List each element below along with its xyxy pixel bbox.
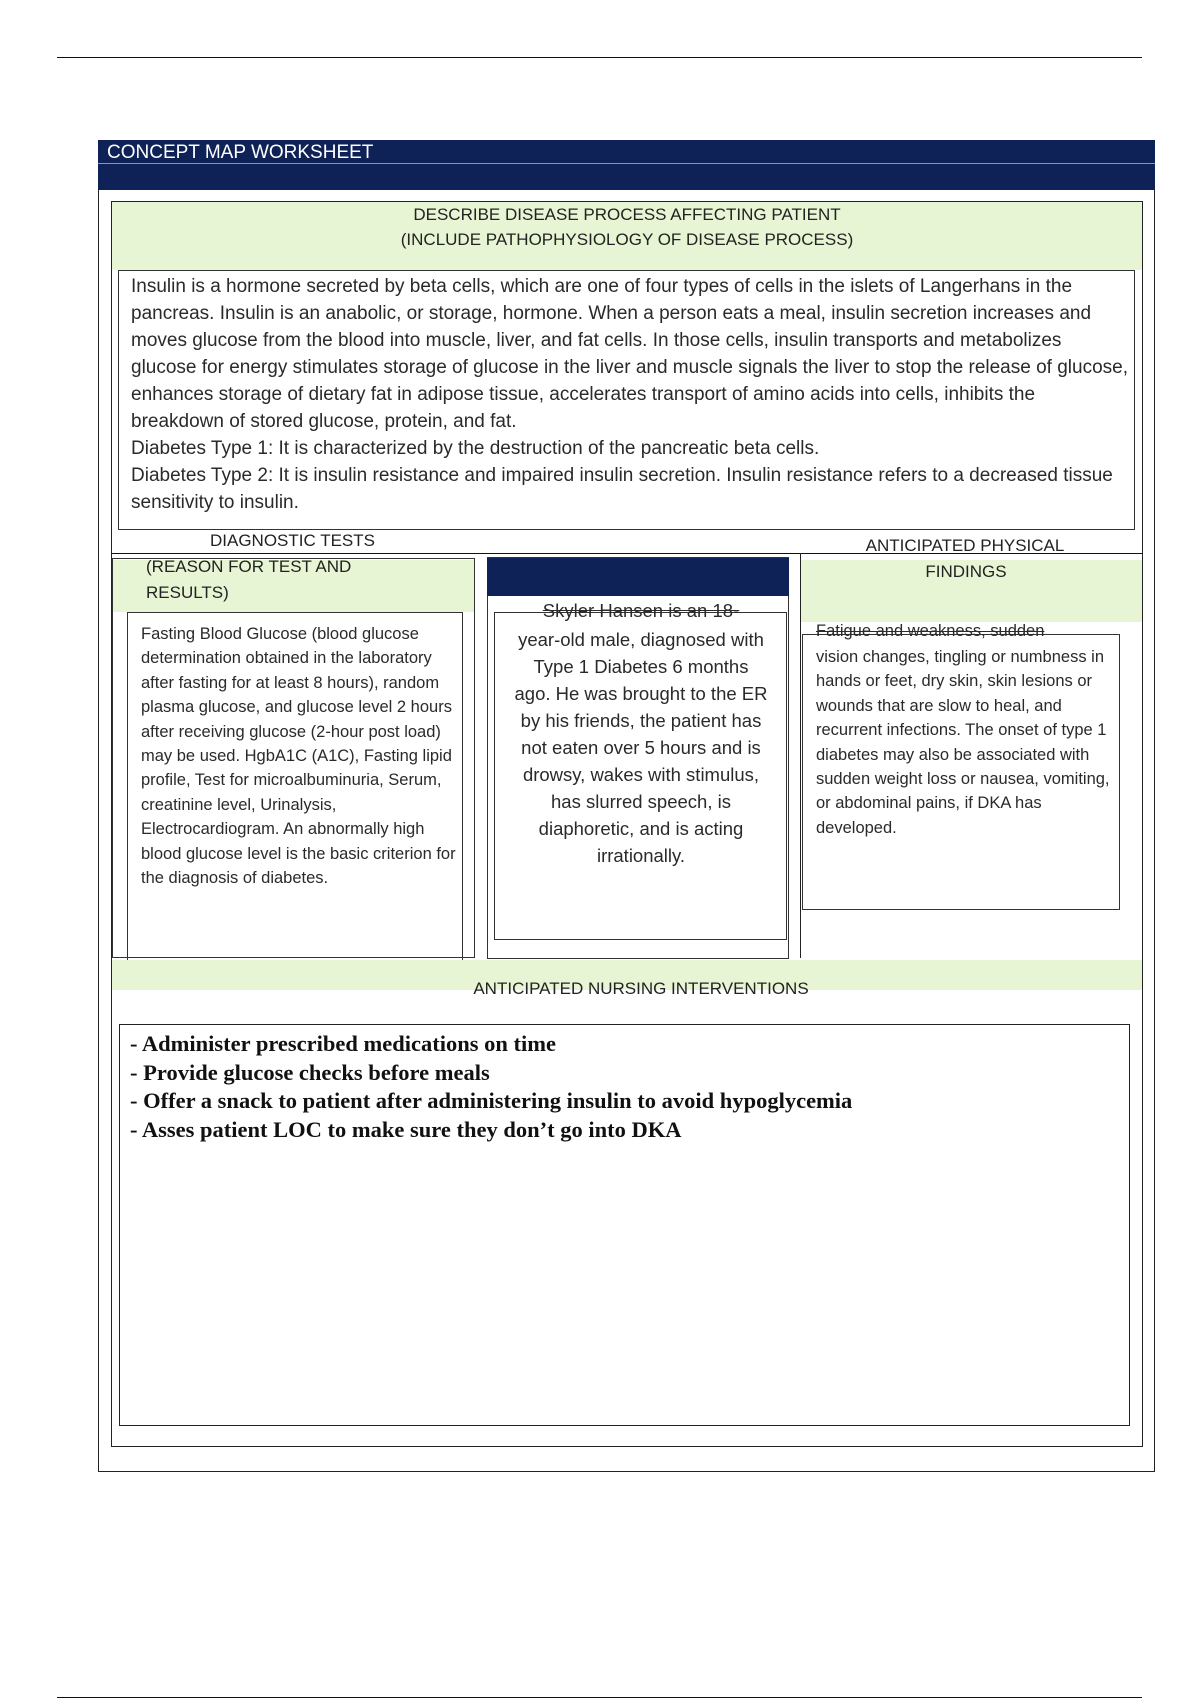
- disease-text: [131, 273, 1131, 516]
- disease-heading-line2: (INCLUDE PATHOPHYSIOLOGY OF DISEASE PROCESS): [400, 230, 854, 249]
- bottom-rule: [57, 1697, 1142, 1698]
- diagnostic-text: Fasting Blood Glucose (blood glucose determination obtained in the laboratory after fasting for at least 8 hours), random plasma glucose, and glucose level 2 hours after receiving glucose (2-hour post load) may be used. HgbA1C (A1C), Fasting lipid profile, Test for microalbuminuria, Serum, creatinine level, Urinalysis, Electrocardiogram. An abnormally high blood glucose level is the basic criterion for the diagnosis of diabetes.: [141, 625, 456, 888]
- diagnostic-heading-line3: RESULTS): [146, 583, 229, 602]
- physical-heading-line1: ANTICIPATED PHYSICAL: [865, 536, 1065, 555]
- nursing-heading: ANTICIPATED NURSING INTERVENTIONS: [473, 979, 809, 998]
- diagnostic-heading-line1: DIAGNOSTIC TESTS: [210, 531, 375, 550]
- nursing-list: [130, 1030, 1120, 1144]
- disease-paragraph: Insulin is a hormone secreted by beta cells, which are one of four types of cells in the islets of Langerhans in the pancreas. Insulin is an anabolic, or storage, hormone. When a person eats a meal, insulin secretion increases and moves glucose from the blood into muscle, liver, and fat cells. In those cells, insulin transports and metabolizes glucose for energy stimulates storage of glucose in the liver and muscle signals the liver to stop the release of glucose, enhances storage of dietary fat in adipose tissue, accelerates transport of amino acids into cells, inhibits the breakdown of stored glucose, protein, and fat.: [131, 276, 1128, 432]
- physical-first-line: Fatigue and weakness, sudden: [816, 622, 1045, 640]
- patient-text: year-old male, diagnosed with Type 1 Diabetes 6 months ago. He was brought to the ER by his friends, the patient has not eaten over 5 hours and is drowsy, wakes with stimulus, has slurred speech, is diaphoretic, and is acting irrationally.: [514, 629, 768, 866]
- patient-heading-band: [487, 558, 789, 596]
- diagnostic-heading-line2: (REASON FOR TEST AND: [146, 557, 352, 576]
- physical-heading-line2: FINDINGS: [925, 562, 1007, 581]
- worksheet-title: CONCEPT MAP WORKSHEET: [98, 140, 1155, 190]
- nursing-item: - Offer a snack to patient after administering insulin to avoid hypoglycemia: [130, 1088, 853, 1113]
- nursing-item: - Administer prescribed medications on time: [130, 1031, 557, 1056]
- patient-first-line: Skyler Hansen is an 18-: [542, 600, 740, 621]
- top-rule: [57, 57, 1142, 58]
- nursing-item: - Provide glucose checks before meals: [130, 1059, 490, 1085]
- diabetes-type1: Diabetes Type 1: It is characterized by the destruction of the pancreatic beta cells.: [131, 438, 820, 459]
- disease-heading-line1: DESCRIBE DISEASE PROCESS AFFECTING PATIENT: [413, 205, 841, 224]
- title-underline: [98, 163, 1155, 164]
- diabetes-type2: Diabetes Type 2: It is insulin resistance and impaired insulin secretion. Insulin resistance refers to a decreased tissue sensitivity to insulin.: [131, 465, 1113, 513]
- physical-column-rule: [800, 553, 801, 958]
- physical-text: vision changes, tingling or numbness in hands or feet, dry skin, skin lesions or wounds that are slow to heal, and recurrent infections. The onset of type 1 diabetes may also be associated with sudden weight loss or nausea, vomiting, or abdominal pains, if DKA has developed.: [816, 648, 1110, 837]
- nursing-item: - Asses patient LOC to make sure they don’t go into DKA: [130, 1116, 682, 1142]
